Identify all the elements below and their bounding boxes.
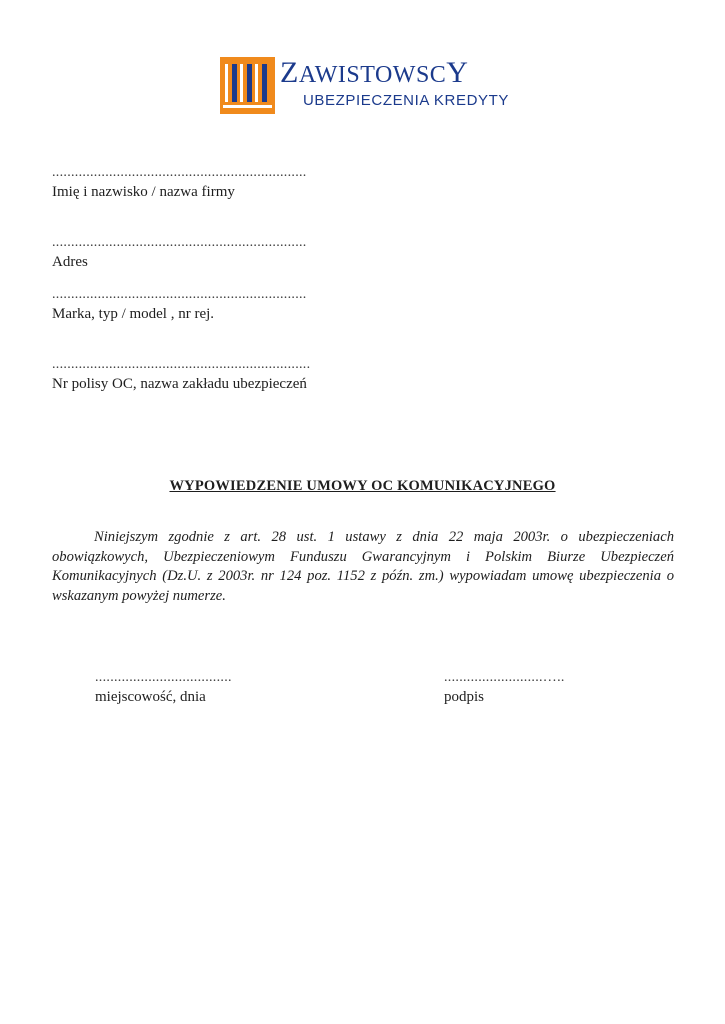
vehicle-label: Marka, typ / model , nr rej.: [52, 306, 215, 322]
address-label: Adres: [52, 254, 88, 270]
signature-block: [444, 671, 565, 706]
name-field: [52, 166, 307, 201]
signature-dotted-line: ..........................…..: [444, 670, 565, 685]
logo-title: ZAWISTOWSCY: [280, 56, 469, 89]
company-logo: [220, 55, 510, 115]
vehicle-field: [52, 288, 307, 323]
place-dotted-line: ....................................: [95, 670, 232, 685]
logo-subtitle: UBEZPIECZENIA KREDYTY: [303, 92, 509, 109]
name-label: Imię i nazwisko / nazwa firmy: [52, 184, 235, 200]
signature-label: podpis: [444, 689, 485, 705]
vehicle-dotted-line: ...................................................................: [52, 287, 307, 302]
document-heading: WYPOWIEDZENIE UMOWY OC KOMUNIKACYJNEGO: [169, 478, 556, 494]
address-dotted-line: ...................................................................: [52, 235, 307, 250]
policy-dotted-line: ....................................................................: [52, 357, 311, 372]
address-field: [52, 236, 307, 271]
name-dotted-line: ...................................................................: [52, 165, 307, 180]
place-date-label: miejscowość, dnia: [95, 689, 206, 705]
policy-field: [52, 358, 310, 393]
document-body: Niniejszym zgodnie z art. 28 ust. 1 ustawy z dnia 22 maja 2003r. o ubezpieczeniach obowiązkowych, Ubezpieczeniowym Funduszu Gwarancyjnym i Polskim Biurze Ubezpieczeń Komunikacyjnych (Dz.U. z 2003r. nr 124 poz. 1152 z późn. zm.) wypowiadam umowę ubezpieczenia o wskazanym powyżej numerze.: [52, 529, 674, 604]
place-date-signature: [95, 671, 232, 706]
logo-bars-icon: [220, 57, 275, 114]
policy-label: Nr polisy OC, nazwa zakładu ubezpieczeń: [52, 376, 307, 392]
